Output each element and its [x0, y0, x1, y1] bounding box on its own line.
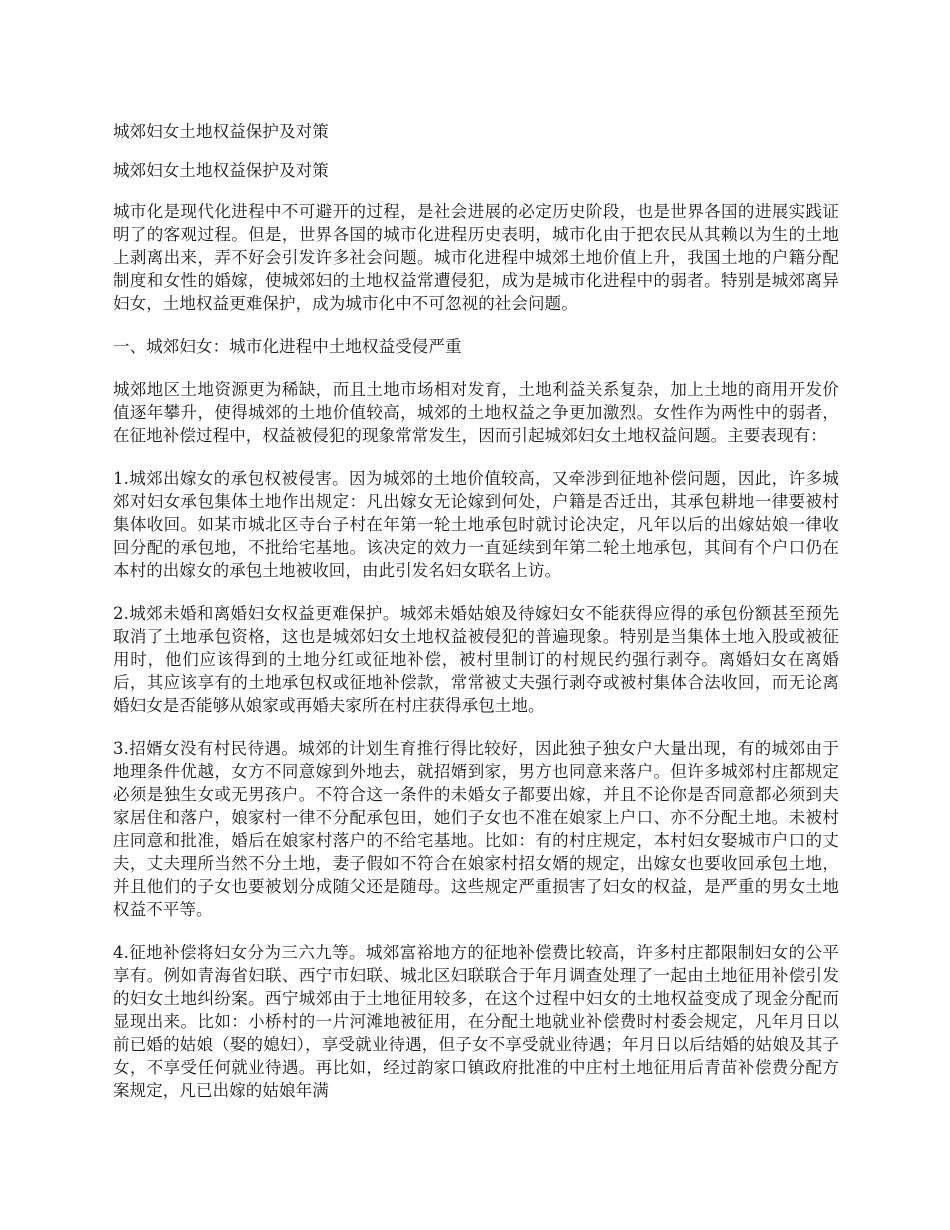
list-item-4: 4.征地补偿将妇女分为三六九等。城郊富裕地方的征地补偿费比较高，许多村庄都限制妇女的公平享有。例如青海省妇联、西宁市妇联、城北区妇联联合于年月调查处理了一起由土地征用补偿引发的妇女土地纠纷案。西宁城郊由于土地征用较多，在这个过程中妇女的土地权益变成了现金分配而显现出来。比如：小桥村的一片河滩地被征用，在分配土地就业补偿费时村委会规定，凡年月日以前已婚的姑娘（娶的媳妇），享受就业待遇，但子女不享受就业待遇；年月日以后结婚的姑娘及其子女，不享受任何就业待遇。再比如，经过韵家口镇政府批准的中庄村土地征用后青苗补偿费分配方案规定，凡已出嫁的姑娘年满	[113, 943, 839, 1100]
section-paragraph: 城郊地区土地资源更为稀缺，而且土地市场相对发育，土地利益关系复杂，加上土地的商用开发价值逐年攀升，使得城郊的土地价值较高，城郊的土地权益之争更加激烈。女性作为两性中的弱者，在征地补偿过程中，权益被侵犯的现象常常发生，因而引起城郊妇女土地权益问题。主要表现有：	[113, 380, 839, 445]
document-title: 城郊妇女土地权益保护及对策	[113, 122, 329, 141]
intro-paragraph: 城市化是现代化进程中不可避开的过程，是社会进展的必定历史阶段，也是世界各国的进展实践证明了的客观过程。但是，世界各国的城市化进程历史表明，城市化由于把农民从其赖以为生的土地上剥离出来，弄不好会引发许多社会问题。城市化进程中城郊土地价值上升，我国土地的户籍分配制度和女性的婚嫁，使城郊妇的土地权益常遭侵犯，成为是城市化进程中的弱者。特别是城郊离异妇女，土地权益更难保护，成为城市化中不可忽视的社会问题。	[113, 202, 839, 313]
document-subtitle: 城郊妇女土地权益保护及对策	[113, 161, 329, 180]
document-page	[113, 120, 839, 1122]
list-item-3: 3.招婿女没有村民待遇。城郊的计划生育推行得比较好，因此独子独女户大量出现，有的城郊由于地理条件优越，女方不同意嫁到外地去，就招婿到家，男方也同意来落户。但许多城郊村庄都规定必须是独生女或无男孩户。不符合这一条件的未婚女子都要出嫁，并且不论你是否同意都必须到夫家居住和落户，娘家村一律不分配承包田，她们子女也不准在娘家上户口、亦不分配土地。未被村庄同意和批准，婚后在娘家村落户的不给宅基地。比如：有的村庄规定，本村妇女娶城市户口的丈夫，丈夫理所当然不分土地，妻子假如不符合在娘家村招女婿的规定，出嫁女也要收回承包土地，并且他们的子女也要被划分成随父还是随母。这些规定严重损害了妇女的权益，是严重的男女土地权益不平等。	[113, 739, 839, 919]
section-heading: 一、城郊妇女：城市化进程中土地权益受侵严重	[113, 337, 462, 356]
list-item-2: 2.城郊未婚和离婚妇女权益更难保护。城郊未婚姑娘及待嫁妇女不能获得应得的承包份额甚至预先取消了土地承包资格，这也是城郊妇女土地权益被侵犯的普遍现象。特别是当集体土地入股或被征用时，他们应该得到的土地分红或征地补偿，被村里制订的村规民约强行剥夺。离婚妇女在离婚后，其应该享有的土地承包权或征地补偿款，常常被丈夫强行剥夺或被村集体合法收回，而无论离婚妇女是否能够从娘家或再婚夫家所在村庄获得承包土地。	[113, 604, 839, 715]
list-item-1: 1.城郊出嫁女的承包权被侵害。因为城郊的土地价值较高，又牵涉到征地补偿问题，因此，许多城郊对妇女承包集体土地作出规定：凡出嫁女无论嫁到何处，户籍是否迁出，其承包耕地一律要被村集体收回。如某市城北区寺台子村在年第一轮土地承包时就讨论决定，凡年以后的出嫁姑娘一律收回分配的承包地，不批给宅基地。该决定的效力一直延续到年第二轮土地承包，其间有个户口仍在本村的出嫁女的承包土地被收回，由此引发名妇女联名上访。	[113, 469, 839, 580]
